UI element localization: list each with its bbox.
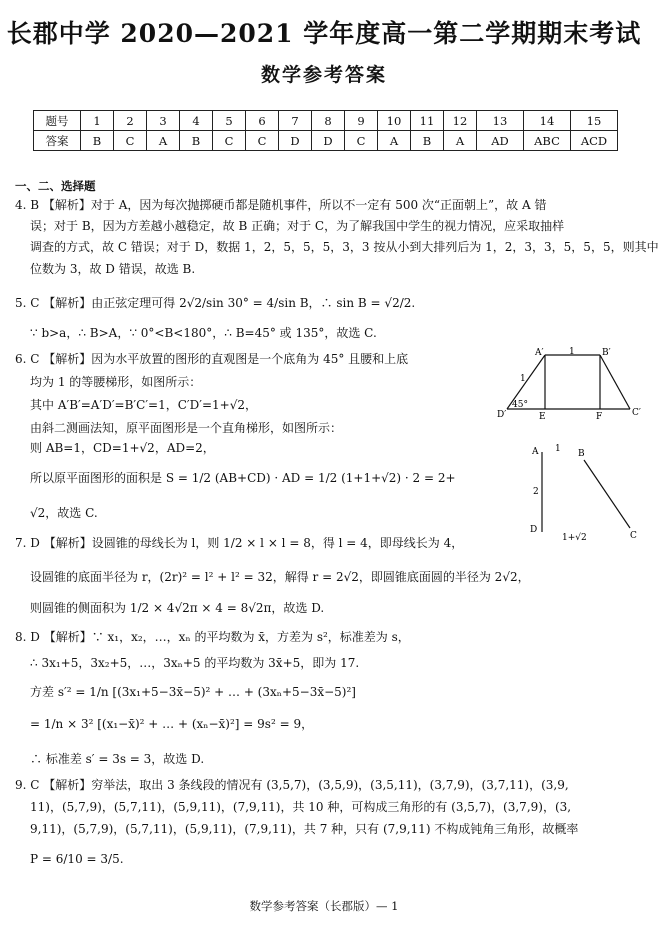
text-line: 调查的方式，故 C 错误；对于 D，数据 1，2，5，5，5，3，3 按从小到大排列后为 1，2，3，3，5，5，5，则其中	[30, 240, 659, 254]
text-line: 由斜二测画法知，原平面图形是一个直角梯形，如图所示：	[30, 421, 343, 435]
trapezoid-figure	[495, 345, 640, 423]
table-cell: 9	[345, 111, 378, 131]
text-line: ∴ 标准差 s′ = 3s = 3，故选 D.	[30, 752, 205, 766]
text-line: 误；对于 B，因为方差越小越稳定，故 B 正确；对于 C，为了解我国中学生的视力情况，应采取抽样	[30, 219, 565, 233]
text-line: 则圆锥的侧面积为 1/2 × 4√2π × 4 = 8√2π，故选 D.	[30, 601, 325, 615]
edge-bc	[584, 460, 630, 528]
table-cell: 5	[213, 111, 246, 131]
page-subtitle: 数学参考答案	[260, 64, 387, 86]
table-cell: B	[81, 131, 114, 151]
table-cell: 10	[378, 111, 411, 131]
vertex-label-c: C	[630, 531, 637, 541]
text-line: P = 6/10 = 3/5.	[30, 852, 124, 866]
table-cell: A	[444, 131, 477, 151]
table-cell: 1	[81, 111, 114, 131]
text-line: 7. D 【解析】设圆锥的母线长为 l，则 1/2 × l × l = 8，得 l = 4，即母线长为 4，	[15, 536, 464, 550]
text-line: 则 AB=1，CD=1+√2，AD=2，	[30, 441, 215, 455]
vertex-label-b: B	[578, 449, 585, 459]
text-line: ∵ b>a，∴ B>A，∵ 0°<B<180°，∴ B=45° 或 135°，故选 C.	[30, 326, 377, 340]
table-cell: C	[246, 131, 279, 151]
section-heading: 一、二、选择题	[15, 179, 96, 193]
table-cell: C	[213, 131, 246, 151]
table-row	[34, 131, 618, 151]
answer-table	[33, 110, 618, 151]
table-cell: 7	[279, 111, 312, 131]
angle-label: 45°	[512, 400, 528, 410]
table-cell: 6	[246, 111, 279, 131]
table-cell: D	[279, 131, 312, 151]
table-cell: B	[180, 131, 213, 151]
edge-right	[600, 355, 630, 409]
text-line: 6. C 【解析】因为水平放置的图形的直观图是一个底角为 45° 且腰和上底	[15, 352, 409, 366]
table-cell: ACD	[571, 131, 618, 151]
text-line: √2，故选 C.	[30, 506, 98, 520]
table-cell: C	[114, 131, 147, 151]
table-header-cell: 答案	[34, 131, 81, 151]
table-cell: 11	[411, 111, 444, 131]
page-title: 长郡中学 2020—2021 学年度高一第二学期期末考试	[6, 19, 642, 48]
table-cell: 12	[444, 111, 477, 131]
table-cell: 13	[477, 111, 524, 131]
table-cell: 4	[180, 111, 213, 131]
page-footer: 数学参考答案（长郡版）— 1	[249, 899, 399, 913]
table-cell: 15	[571, 111, 618, 131]
bottom-length-label: 1+√2	[562, 533, 587, 543]
text-line: 设圆锥的底面半径为 r，(2r)² = l² + l² = 32，解得 r = 2√2，即圆锥底面圆的半径为 2√2，	[30, 570, 530, 584]
vertex-label-d: D	[530, 525, 538, 535]
table-row	[34, 111, 618, 131]
text-line: 5. C 【解析】由正弦定理可得 2√2/sin 30° = 4/sin B，∴ sin B = √2/2.	[15, 296, 416, 310]
vertex-label-d: D′	[497, 410, 507, 420]
right-trapezoid-figure	[522, 440, 642, 548]
vertex-label-a: A	[532, 447, 539, 457]
text-line: 所以原平面图形的面积是 S = 1/2 (AB+CD) · AD = 1/2 (1+1+√2) · 2 = 2+	[30, 471, 456, 485]
table-cell: ABC	[524, 131, 571, 151]
text-line: 均为 1 的等腰梯形，如图所示：	[30, 375, 202, 389]
table-cell: C	[345, 131, 378, 151]
height-length-label: 2	[533, 487, 539, 497]
vertex-label-a: A′	[535, 348, 544, 358]
leg-length-label: 1	[520, 374, 526, 384]
text-line: 其中 A′B′=A′D′=B′C′=1，C′D′=1+√2，	[30, 398, 258, 412]
top-length-label: 1	[555, 444, 561, 454]
table-cell: A	[378, 131, 411, 151]
text-line: ∴ 3x₁+5，3x₂+5，…，3xₙ+5 的平均数为 3x̄+5，即为 17.	[30, 656, 360, 670]
table-cell: 8	[312, 111, 345, 131]
vertex-label-c: C′	[632, 408, 641, 418]
table-cell: AD	[477, 131, 524, 151]
table-cell: A	[147, 131, 180, 151]
table-cell: B	[411, 131, 444, 151]
table-cell: 3	[147, 111, 180, 131]
text-line: 8. D 【解析】∵ x₁，x₂，…，xₙ 的平均数为 x̄，方差为 s²，标准差为 s，	[15, 630, 410, 644]
table-header-cell: 题号	[34, 111, 81, 131]
text-line: 位数为 3，故 D 错误，故选 B.	[30, 262, 196, 276]
text-line: 11)，(5,7,9)，(5,7,11)，(5,9,11)，(7,9,11)，共 10 种，可构成三角形的有 (3,5,7)，(3,7,9)，(3,	[30, 800, 572, 814]
text-line: = 1/n × 3² [(x₁−x̄)² + … + (xₙ−x̄)²] = 9s² = 9，	[30, 717, 314, 731]
vertex-label-b: B′	[602, 348, 611, 358]
table-cell: 2	[114, 111, 147, 131]
text-line: 4. B 【解析】对于 A，因为每次抛掷硬币都是随机事件，所以不一定有 500 次“正面朝上”，故 A 错	[15, 198, 547, 212]
text-line: 9,11)，(5,7,9)，(5,7,11)，(5,9,11)，(7,9,11)，共 7 种，只有 (7,9,11) 不构成钝角三角形，故概率	[30, 822, 579, 836]
text-line: 方差 s′² = 1/n [(3x₁+5−3x̄−5)² + … + (3xₙ+5−3x̄−5)²]	[30, 685, 356, 699]
top-length-label: 1	[569, 347, 575, 357]
table-cell: 14	[524, 111, 571, 131]
vertex-label-e: E	[539, 412, 546, 422]
vertex-label-f: F	[596, 412, 603, 422]
table-cell: D	[312, 131, 345, 151]
text-line: 9. C 【解析】穷举法，取出 3 条线段的情况有 (3,5,7)，(3,5,9)，(3,5,11)，(3,7,9)，(3,7,11)，(3,9,	[15, 778, 569, 792]
